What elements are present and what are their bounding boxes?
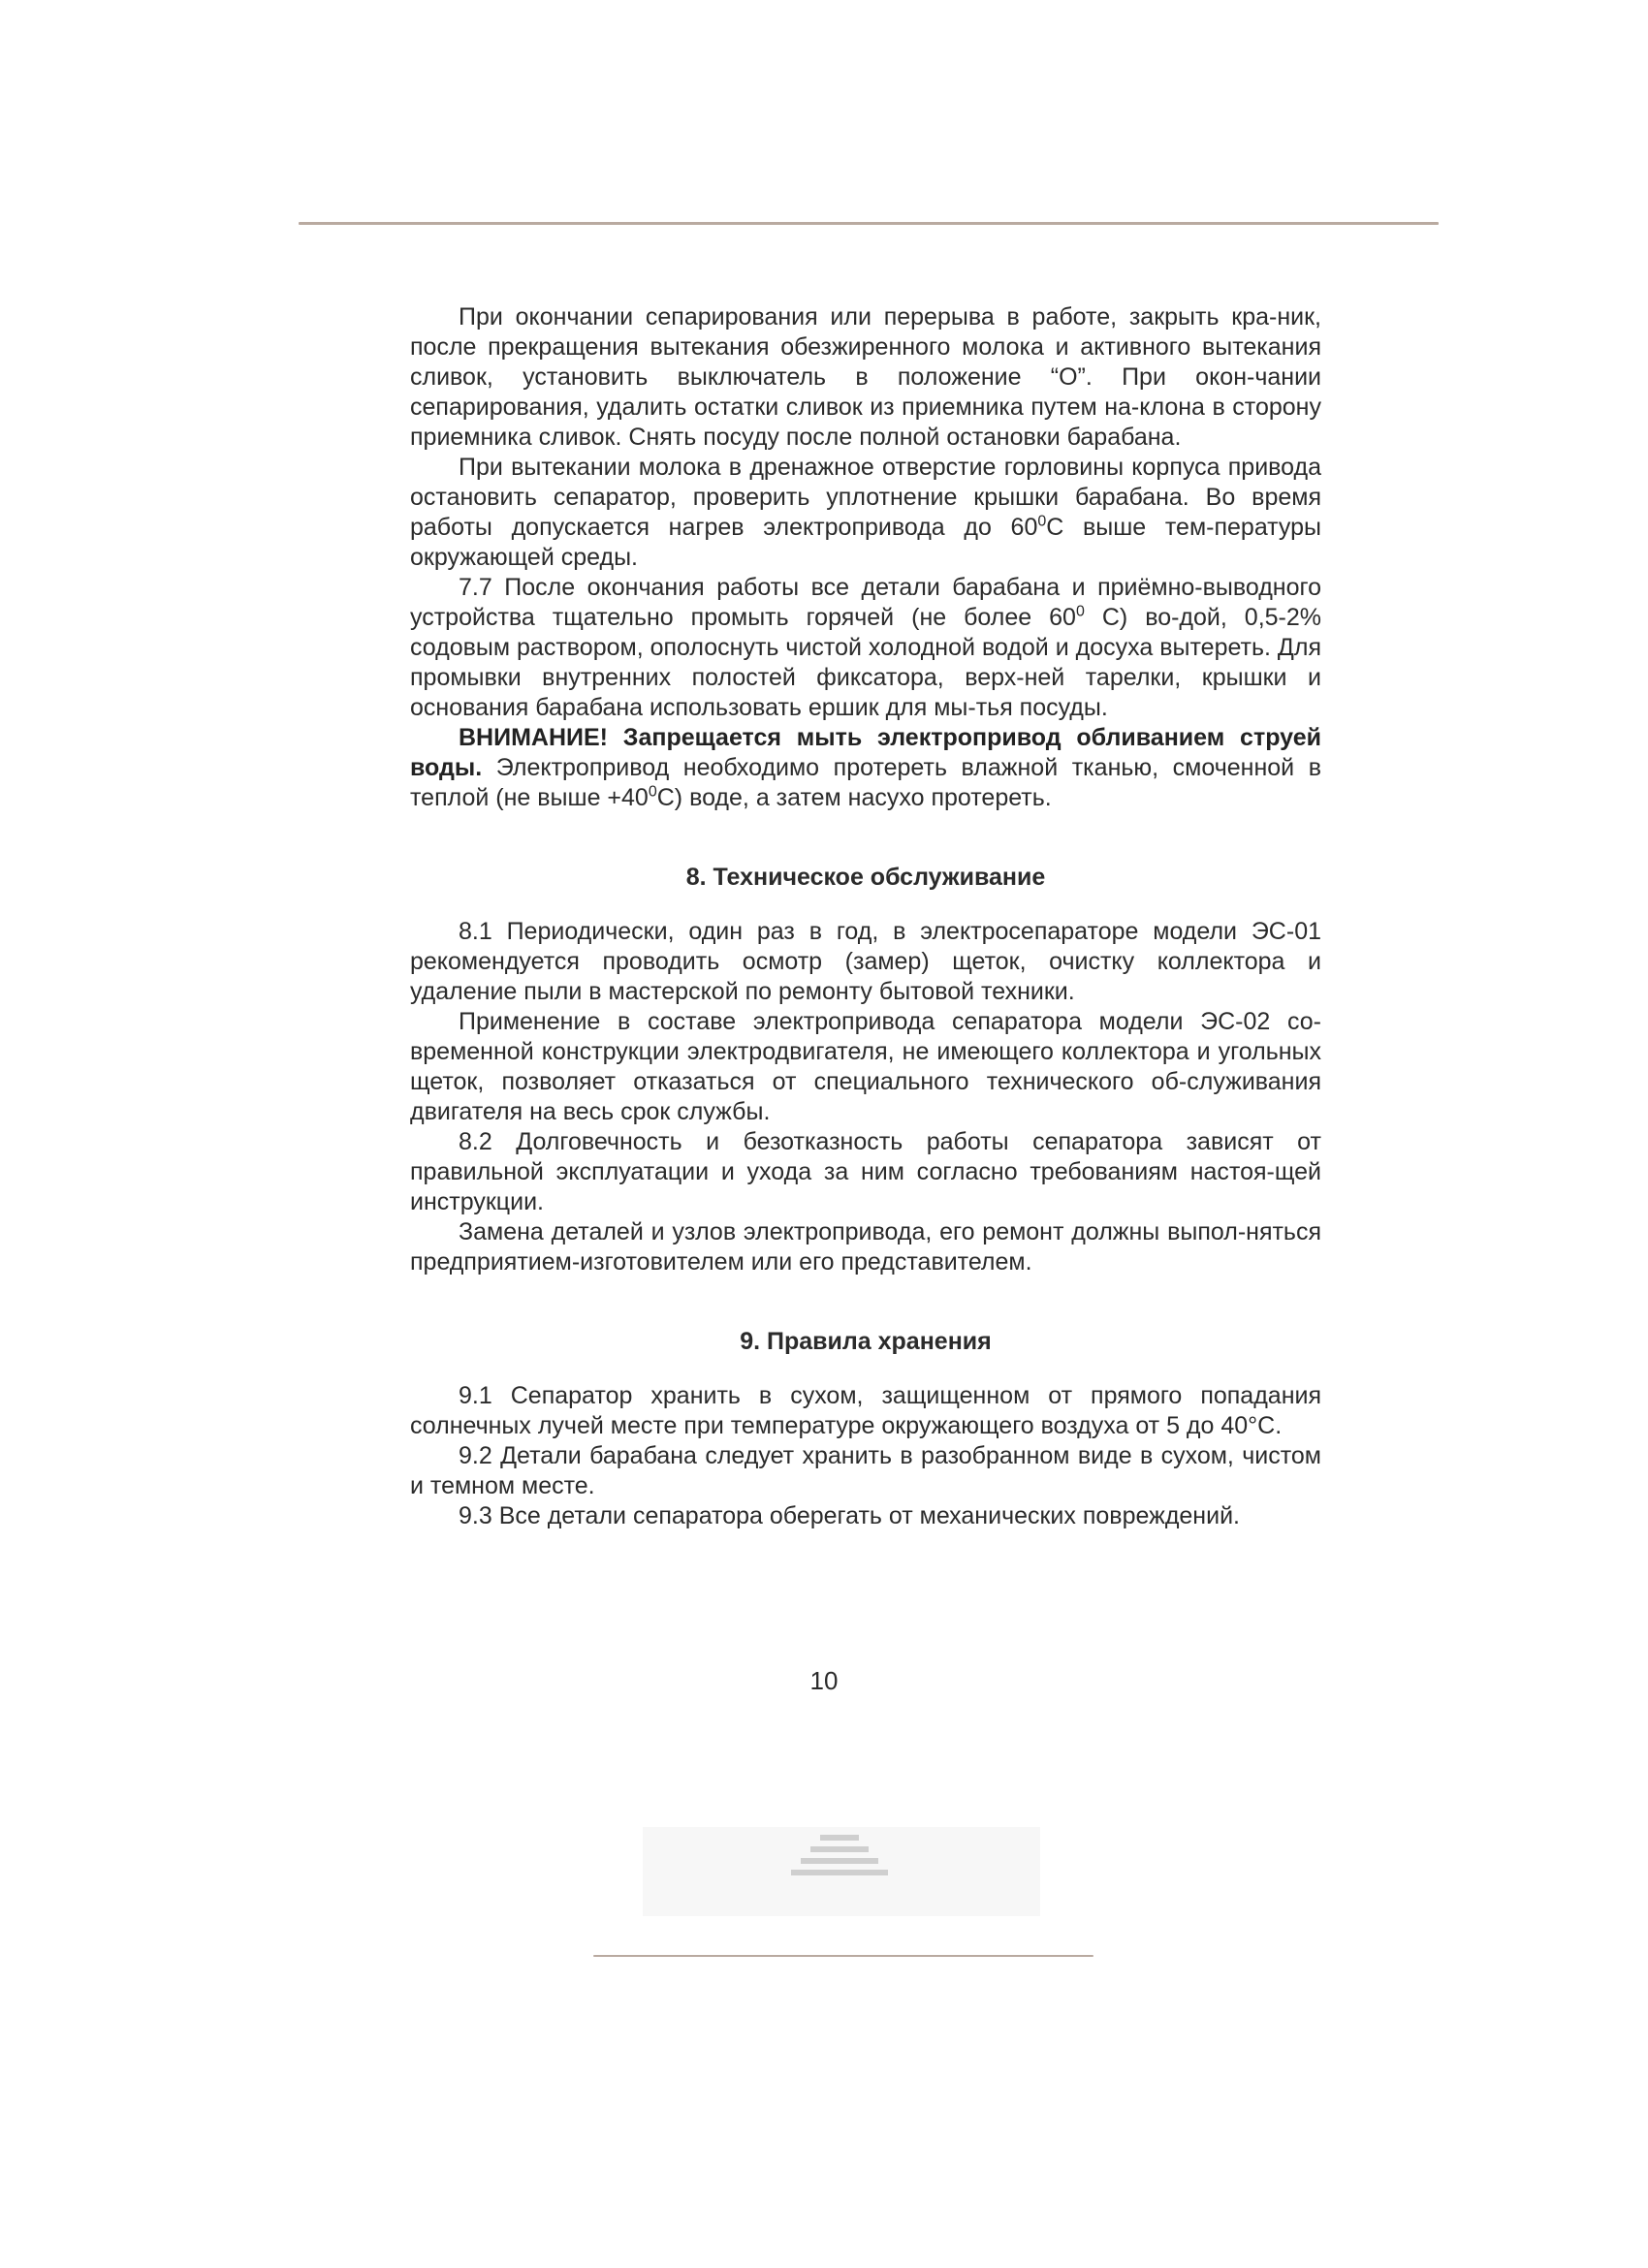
warning-text: Электропривод необходимо протереть влажной тканью, смоченной в теплой (не выше +40 <box>410 754 1321 811</box>
degree-superscript: 0 <box>648 783 657 801</box>
warning-bold-text: ВНИМАНИЕ! Запрещается мыть электропривод обливанием струей воды. <box>410 724 1321 781</box>
stepped-logo-icon <box>791 1835 888 1885</box>
degree-superscript: 0 <box>1075 603 1085 620</box>
warning-paragraph <box>410 723 1321 813</box>
warning-text-end: С) воде, а затем насухо протереть. <box>656 784 1052 811</box>
paragraph-9-1: 9.1 Сепаратор хранить в сухом, защищенном от прямого попадания солнечных лучей месте при температуре окружающего воздуха от 5 до 40°С. <box>410 1382 1321 1439</box>
paragraph-7-7-start: 7.7 После окончания работы все детали барабана и приёмно-выводного устройства тщательно промыть горячей (не более 60 <box>410 574 1321 631</box>
paragraph-7-7 <box>410 573 1321 723</box>
page-body <box>410 302 1321 1531</box>
paragraph-separation-end: При окончании сепарирования или перерыва в работе, закрыть кра-ник, после прекращения вытекания обезжиренного молока и активного вытекания сливок, установить выключатель в положение “О”. При окон-чании сепарирования, удалить остатки сливок из приемника путем на-клона в сторону приемника сливок. Снять посуду после полной остановки барабана. <box>410 303 1321 451</box>
paragraph-8-1: 8.1 Периодически, один раз в год, в электросепараторе модели ЭС-01 рекомендуется проводить осмотр (замер) щеток, очистку коллектора и удаление пыли в мастерской по ремонту бытовой техники. <box>410 918 1321 1005</box>
paragraph-milk-leak <box>410 453 1321 573</box>
paragraph-repair: Замена деталей и узлов электропривода, его ремонт должны выпол-няться предприятием-изготовителем или его представителем. <box>410 1218 1321 1276</box>
section-9-heading: 9. Правила хранения <box>740 1328 992 1355</box>
paragraph-7-7-end: С) во-дой, 0,5-2% содовым раствором, ополоснуть чистой холодной водой и досуха вытереть. Для промывки внутренних полостей фиксатора, верх-ней тарелки, крышки и основания барабана использовать ершик для мы-тья посуды. <box>410 604 1322 721</box>
paragraph-9-3: 9.3 Все детали сепаратора оберегать от механических повреждений. <box>459 1502 1240 1529</box>
degree-superscript: 0 <box>1037 513 1047 530</box>
paragraph-9-2: 9.2 Детали барабана следует хранить в разобранном виде в сухом, чистом и темном месте. <box>410 1442 1321 1499</box>
heating-note-text: Во время работы допускается нагрев электропривода до 60 <box>410 484 1321 541</box>
section-8-heading: 8. Техническое обслуживание <box>685 864 1046 891</box>
paragraph-es02: Применение в составе электропривода сепаратора модели ЭС-02 со-временной конструкции электродвигателя, не имеющего коллектора и угольных щеток, позволяет отказаться от специального технического об-служивания двигателя на весь срок службы. <box>410 1008 1321 1125</box>
top-rule <box>299 222 1439 225</box>
bottom-rule <box>593 1955 1093 1957</box>
page-number: 10 <box>809 1666 839 1695</box>
paragraph-8-2: 8.2 Долговечность и безотказность работы сепаратора зависят от правильной эксплуатации и ухода за ним согласно требованиям настоя-щей инструкции. <box>410 1128 1321 1215</box>
heating-note-end: С выше тем-пературы окружающей среды. <box>410 514 1321 571</box>
paragraph-milk-leak-text: При вытекании молока в дренажное отверстие горловины корпуса привода остановить сепаратор, проверить уплотнение крышки барабана. <box>410 454 1321 511</box>
